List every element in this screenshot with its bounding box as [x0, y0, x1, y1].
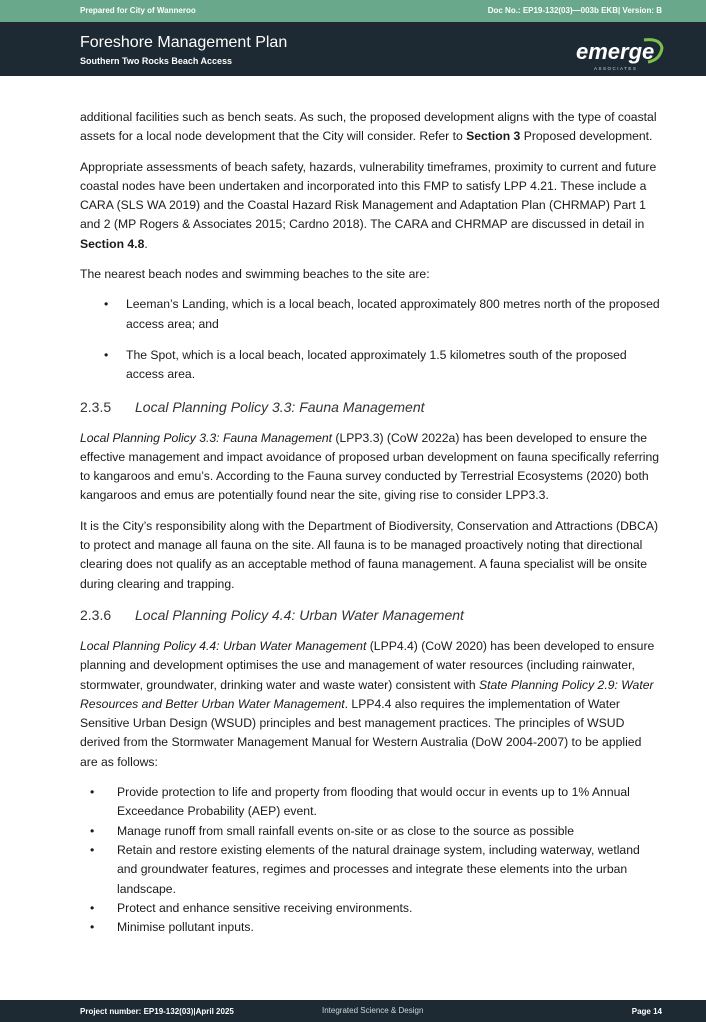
paragraph: Appropriate assessments of beach safety, hazards, vulnerability timeframes, proximity to current and future coastal nodes have been undertaken and incorporated into this FMP to satisfy LPP 4.21. These include a CARA (SLS WA 2019) and the Coastal Hazard Risk Management and Adaptation Plan (CHRMAP) Part 1 and 2 (MP Rogers & Associates 2015; Cardno 2018). The CARA and CHRMAP are discussed in detail in Section 4.8.	[80, 159, 657, 251]
paragraph: Local Planning Policy 3.3: Fauna Management (LPP3.3) (CoW 2022a) has been developed to ensure the effective management and impact avoidance of proposed urban development on fauna specifically referring to kangaroos and emu’s. According to the Fauna survey conducted by Terrestrial Ecosystems (2020) both kangaroos and emus are potentially found near the site, giving rise to consider LPP3.3.	[80, 430, 660, 503]
logo-text: emerge	[576, 39, 655, 64]
emerge-logo	[574, 34, 666, 74]
section-title: Local Planning Policy 4.4: Urban Water Management	[135, 606, 464, 623]
section-title: Local Planning Policy 3.3: Fauna Management	[135, 398, 425, 415]
list-item: • Provide protection to life and property from flooding that would occur in events up to 1% Annual Exceedance Probability (AEP) event.	[80, 783, 662, 822]
paragraph: Local Planning Policy 4.4: Urban Water Management (LPP4.4) (CoW 2020) has been developed to ensure planning and development optimises the use and management of water resources (including rainwater, stormwater, groundwater, drinking water and waste water) consistent with State Planning Policy 2.9: Water Resources and Better Urban Water Management. LPP4.4 also requires the implementation of Water Sensitive Urban Design (WSUD) principles and best management practices. The principles of WSUD derived from the Stormwater Management Manual for Western Australia (DoW 2004-2007) to be applied are as follows:	[80, 638, 655, 769]
list-item: • The Spot, which is a local beach, located approximately 1.5 kilometres south of the proposed access area.	[80, 346, 662, 385]
document-subtitle: Southern Two Rocks Beach Access	[80, 56, 233, 66]
paragraph: It is the City’s responsibility along with the Department of Biodiversity, Conservation and Attractions (DBCA) to protect and manage all fauna on the site. All fauna is to be managed proactively noting that directional clearing does not qualify as an acceptable method of fauna management. A fauna specialist will be onsite during clearing and trapping.	[80, 518, 659, 591]
logo-subtext: ASSOCIATES	[594, 66, 638, 71]
list-item: • Manage runoff from small rainfall events on-site or as close to the source as possible	[80, 822, 662, 841]
list-item: • Minimise pollutant inputs.	[80, 918, 662, 937]
header-strip	[0, 0, 706, 22]
document-title: Foreshore Management Plan	[80, 34, 288, 51]
footer-bar	[0, 1000, 706, 1022]
list-item: • Protect and enhance sensitive receiving environments.	[80, 899, 662, 918]
page-number: Page 14	[631, 1007, 662, 1016]
list-item: • Leeman’s Landing, which is a local beach, located approximately 800 metres north of the proposed access area; and	[80, 295, 662, 334]
doc-number-text: Doc No.: EP19-132(03)—003b EKB| Version: B	[487, 6, 662, 15]
paragraph: The nearest beach nodes and swimming beaches to the site are:	[80, 267, 430, 282]
list-item: • Retain and restore existing elements of the natural drainage system, including waterway, wetland and groundwater features, regimes and processes and integrate these elements into the urban landscape.	[80, 841, 662, 899]
section-heading	[80, 605, 662, 625]
title-band	[0, 22, 706, 76]
page-body	[80, 108, 662, 937]
prepared-for-text: Prepared for City of Wanneroo	[80, 6, 196, 15]
section-heading	[80, 397, 662, 417]
beach-nodes-list	[80, 295, 662, 384]
footer-tagline: Integrated Science & Design	[322, 1006, 424, 1015]
paragraph: additional facilities such as bench seats. As such, the proposed development aligns with the type of coastal assets for a local node development that the City will consider. Refer to Section 3 Proposed development.	[80, 110, 657, 144]
wsud-principles-list	[80, 783, 662, 937]
section-number: 2.3.6	[80, 606, 112, 623]
project-number-text: Project number: EP19-132(03)|April 2025	[80, 1007, 234, 1016]
section-number: 2.3.5	[80, 398, 112, 415]
